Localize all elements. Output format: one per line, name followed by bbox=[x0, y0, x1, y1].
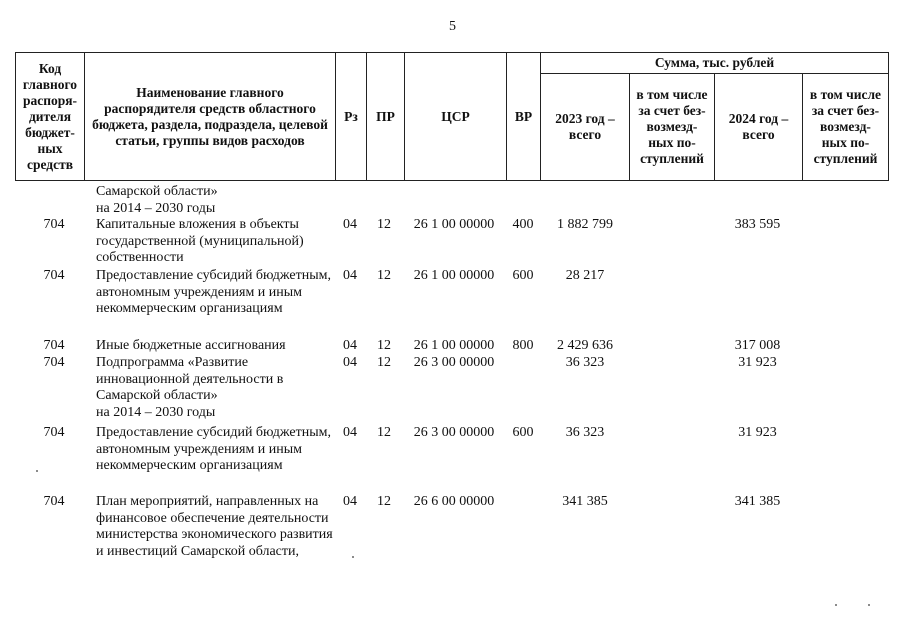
row-csr: 26 1 00 00000 bbox=[413, 338, 495, 353]
row-name: Капитальные вложения в объекты государственной (муниципальной) собственности bbox=[96, 217, 304, 265]
row-name: Предоставление субсидий бюджетным, автономным учреждениям и иным некоммерческим организациям bbox=[96, 268, 332, 316]
row-code: 704 bbox=[43, 494, 65, 509]
page-number: 5 bbox=[449, 19, 456, 34]
row-name: Предоставление субсидий бюджетным, автономным учреждениям и иным некоммерческим организациям bbox=[96, 425, 332, 473]
header-vr: ВР bbox=[514, 108, 533, 124]
row-rz: 04 bbox=[343, 494, 357, 509]
header-border bbox=[888, 52, 889, 181]
row-2023-total: 36 323 bbox=[565, 355, 605, 370]
header-2024-total: 2024 год – всего bbox=[728, 111, 789, 142]
scan-speck bbox=[868, 604, 870, 606]
row-pr: 12 bbox=[377, 338, 391, 353]
row-code: 704 bbox=[43, 425, 65, 440]
header-name: Наименование главного распорядителя средств областного бюджета, раздела, подраздела, целевой статьи, группы видов расходов bbox=[92, 84, 328, 148]
row-vr: 600 bbox=[512, 268, 534, 283]
row-2024-total: 317 008 bbox=[734, 338, 781, 353]
row-rz: 04 bbox=[343, 338, 357, 353]
row-2024-total: 31 923 bbox=[738, 425, 777, 440]
row-rz: 04 bbox=[343, 425, 357, 440]
header-code: Код главного распоря-дителя бюджет-ных средств bbox=[22, 60, 78, 172]
row-code: 704 bbox=[43, 355, 65, 370]
row-vr: 400 bbox=[512, 217, 534, 232]
header-sum-group: Сумма, тыс. рублей bbox=[654, 55, 775, 70]
row-code: 704 bbox=[43, 268, 65, 283]
row-code: 704 bbox=[43, 217, 65, 232]
scan-speck bbox=[36, 470, 38, 472]
row-name: Самарской области» на 2014 – 2030 годы bbox=[96, 184, 218, 216]
row-2024-total: 341 385 bbox=[734, 494, 781, 509]
scan-speck bbox=[352, 556, 354, 558]
row-pr: 12 bbox=[377, 268, 391, 283]
row-2023-total: 1 882 799 bbox=[557, 217, 613, 232]
header-2023-total: 2023 год – всего bbox=[555, 111, 615, 142]
row-rz: 04 bbox=[343, 217, 357, 232]
row-pr: 12 bbox=[377, 425, 391, 440]
row-2023-total: 28 217 bbox=[565, 268, 605, 283]
row-2024-total: 31 923 bbox=[738, 355, 777, 370]
header-border bbox=[84, 52, 85, 181]
row-2023-total: 341 385 bbox=[562, 494, 608, 509]
row-rz: 04 bbox=[343, 268, 357, 283]
row-pr: 12 bbox=[377, 494, 391, 509]
header-2024-free: в том числе за счет без-возмезд-ных по-ступлений bbox=[809, 87, 882, 166]
header-csr: ЦСР bbox=[441, 108, 470, 124]
header-pr: ПР bbox=[376, 108, 395, 124]
row-vr: 800 bbox=[512, 338, 534, 353]
row-csr: 26 6 00 00000 bbox=[413, 494, 495, 509]
header-bottom-border bbox=[15, 180, 889, 181]
row-name: Иные бюджетные ассигнования bbox=[96, 338, 286, 353]
scan-speck bbox=[835, 604, 837, 606]
row-name: Подпрограмма «Развитие инновационной деятельности в Самарской области» на 2014 – 2030 годы bbox=[96, 355, 284, 420]
row-2024-total: 383 595 bbox=[734, 217, 781, 232]
header-2023-free: в том числе за счет без-возмезд-ных по-ступлений bbox=[636, 87, 708, 166]
row-pr: 12 bbox=[377, 355, 391, 370]
row-2023-total: 2 429 636 bbox=[557, 338, 613, 353]
row-vr: 600 bbox=[512, 425, 534, 440]
row-csr: 26 3 00 00000 bbox=[413, 355, 495, 370]
row-rz: 04 bbox=[343, 355, 357, 370]
row-code: 704 bbox=[43, 338, 65, 353]
row-2023-total: 36 323 bbox=[565, 425, 605, 440]
row-csr: 26 3 00 00000 bbox=[413, 425, 495, 440]
header-rz: Рз bbox=[344, 108, 358, 124]
row-name: План мероприятий, направленных на финансовое обеспечение деятельности министерства экономического развития и инвестиций Самарской области, bbox=[96, 494, 333, 559]
table-header bbox=[15, 52, 889, 181]
row-csr: 26 1 00 00000 bbox=[413, 268, 495, 283]
row-pr: 12 bbox=[377, 217, 391, 232]
row-csr: 26 1 00 00000 bbox=[413, 217, 495, 232]
